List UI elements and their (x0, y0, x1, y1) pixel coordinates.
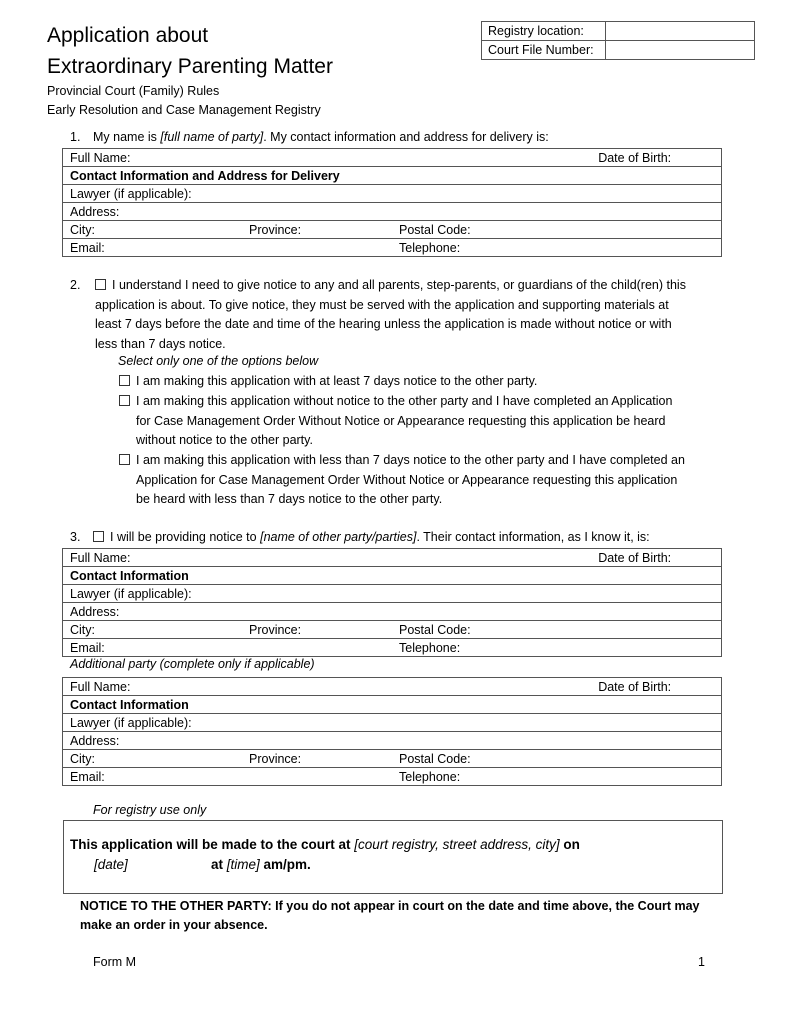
section2-checkbox[interactable] (95, 279, 106, 290)
dob-label: Date of Birth: (591, 549, 721, 567)
lawyer-label: Lawyer (if applicable): (63, 185, 722, 203)
city-row[interactable] (63, 750, 722, 768)
hearing-time-line (211, 857, 311, 872)
section1-heading (70, 128, 549, 147)
city-label: City: (63, 750, 243, 768)
section2-text (95, 276, 735, 354)
date-placeholder: [date] (94, 857, 128, 872)
form-subtitle-rules: Provincial Court (Family) Rules (47, 84, 220, 98)
form-subtitle-registry: Early Resolution and Case Management Registry (47, 103, 321, 117)
address-row[interactable] (63, 203, 722, 221)
hearing-date-line (94, 857, 128, 872)
lawyer-row[interactable] (63, 585, 722, 603)
full-name-label: Full Name: (63, 549, 592, 567)
section3-checkbox[interactable] (93, 531, 104, 542)
lawyer-row[interactable] (63, 185, 722, 203)
dob-label: Date of Birth: (591, 678, 721, 696)
section1-text-before: My name is (93, 130, 161, 144)
section2-number: 2. (70, 278, 81, 292)
postal-code-label: Postal Code: (392, 621, 722, 639)
time-placeholder: [time] (226, 857, 260, 872)
court-file-number-field[interactable] (606, 41, 755, 60)
additional-party-label: Additional party (complete only if applicable) (70, 657, 315, 671)
option3-line3: be heard with less than 7 days notice to the other party. (136, 492, 443, 506)
section3-heading (70, 528, 650, 547)
notice-line2: make an order in your absence. (80, 918, 268, 932)
hearing-location-line (70, 837, 580, 852)
province-label: Province: (242, 221, 392, 239)
email-label: Email: (63, 639, 393, 657)
full-name-row[interactable] (63, 678, 722, 696)
option1-line1: I am making this application with at least 7 days notice to the other party. (136, 374, 538, 388)
option2-line3: without notice to the other party. (136, 433, 313, 447)
telephone-label: Telephone: (392, 239, 722, 257)
other-party-contact-table (62, 548, 722, 657)
section2-line2: application is about. To give notice, they must be served with the application and supporting materials at (95, 297, 669, 312)
section3-text-after: . Their contact information, as I know it, is: (416, 530, 650, 544)
city-row[interactable] (63, 621, 722, 639)
party-contact-table (62, 148, 722, 257)
email-row[interactable] (63, 239, 722, 257)
hearing-text-before: This application will be made to the court at (70, 837, 355, 852)
notice-option-3 (119, 451, 739, 510)
lawyer-label: Lawyer (if applicable): (63, 714, 722, 732)
email-row[interactable] (63, 768, 722, 786)
address-row[interactable] (63, 603, 722, 621)
postal-code-label: Postal Code: (392, 221, 722, 239)
address-label: Address: (63, 732, 722, 750)
hearing-text-after: on (559, 837, 580, 852)
lawyer-label: Lawyer (if applicable): (63, 585, 722, 603)
additional-party-contact-table (62, 677, 722, 786)
contact-heading: Contact Information and Address for Delivery (63, 167, 722, 185)
form-title-line2: Extraordinary Parenting Matter (47, 55, 333, 78)
full-name-label: Full Name: (63, 678, 592, 696)
section3-number: 3. (70, 530, 81, 544)
form-title-line1: Application about (47, 24, 209, 47)
page-number: 1 (698, 955, 705, 969)
address-row[interactable] (63, 732, 722, 750)
section2-line4: less than 7 days notice. (95, 336, 226, 351)
contact-heading: Contact Information (63, 567, 722, 585)
section3-text-before: I will be providing notice to (110, 530, 261, 544)
notice-line1: NOTICE TO THE OTHER PARTY: If you do not appear in court on the date and time above, the Court may (80, 899, 700, 913)
option1-checkbox[interactable] (119, 375, 130, 386)
province-label: Province: (242, 750, 392, 768)
notice-to-other-party (80, 897, 740, 935)
registry-use-label: For registry use only (93, 803, 207, 817)
court-registry-placeholder: [court registry, street address, city] (354, 837, 560, 852)
notice-option-2 (119, 392, 739, 451)
section2-line1: I understand I need to give notice to any and all parents, step-parents, or guardians of the child(ren) this (112, 278, 686, 292)
registry-info-table (481, 21, 755, 60)
email-label: Email: (63, 768, 393, 786)
lawyer-row[interactable] (63, 714, 722, 732)
section2-line3: least 7 days before the date and time of the hearing unless the application is made without notice or with (95, 317, 672, 331)
option2-line2: for Case Management Order Without Notice or Appearance requesting this application be heard (136, 413, 666, 428)
registry-use-box (63, 820, 723, 894)
section1-placeholder: [full name of party] (160, 130, 264, 144)
contact-heading: Contact Information (63, 696, 722, 714)
registry-location-label: Registry location: (482, 22, 606, 41)
city-label: City: (63, 221, 243, 239)
postal-code-label: Postal Code: (392, 750, 722, 768)
address-label: Address: (63, 203, 722, 221)
ampm-text: am/pm. (259, 857, 311, 872)
email-row[interactable] (63, 639, 722, 657)
notice-option-1 (119, 372, 739, 392)
telephone-label: Telephone: (392, 768, 722, 786)
option3-line1: I am making this application with less than 7 days notice to the other party and I have completed an (136, 453, 685, 467)
email-label: Email: (63, 239, 393, 257)
city-row[interactable] (63, 221, 722, 239)
at-text: at (211, 857, 227, 872)
province-label: Province: (242, 621, 392, 639)
telephone-label: Telephone: (392, 639, 722, 657)
form-name: Form M (93, 955, 137, 969)
section3-placeholder: [name of other party/parties] (260, 530, 417, 544)
section1-number: 1. (70, 130, 81, 144)
full-name-row[interactable] (63, 149, 722, 167)
dob-label: Date of Birth: (591, 149, 721, 167)
registry-location-field[interactable] (606, 22, 755, 41)
address-label: Address: (63, 603, 722, 621)
full-name-label: Full Name: (63, 149, 592, 167)
select-instruction: Select only one of the options below (118, 354, 319, 368)
option3-checkbox[interactable] (119, 454, 130, 465)
option2-checkbox[interactable] (119, 395, 130, 406)
full-name-row[interactable] (63, 549, 722, 567)
section1-text-after: . My contact information and address for delivery is: (263, 130, 549, 144)
court-file-number-label: Court File Number: (482, 41, 606, 60)
city-label: City: (63, 621, 243, 639)
option2-line1: I am making this application without notice to the other party and I have completed an Application (136, 394, 673, 408)
option3-line2: Application for Case Management Order Without Notice or Appearance requesting this application (136, 472, 678, 487)
